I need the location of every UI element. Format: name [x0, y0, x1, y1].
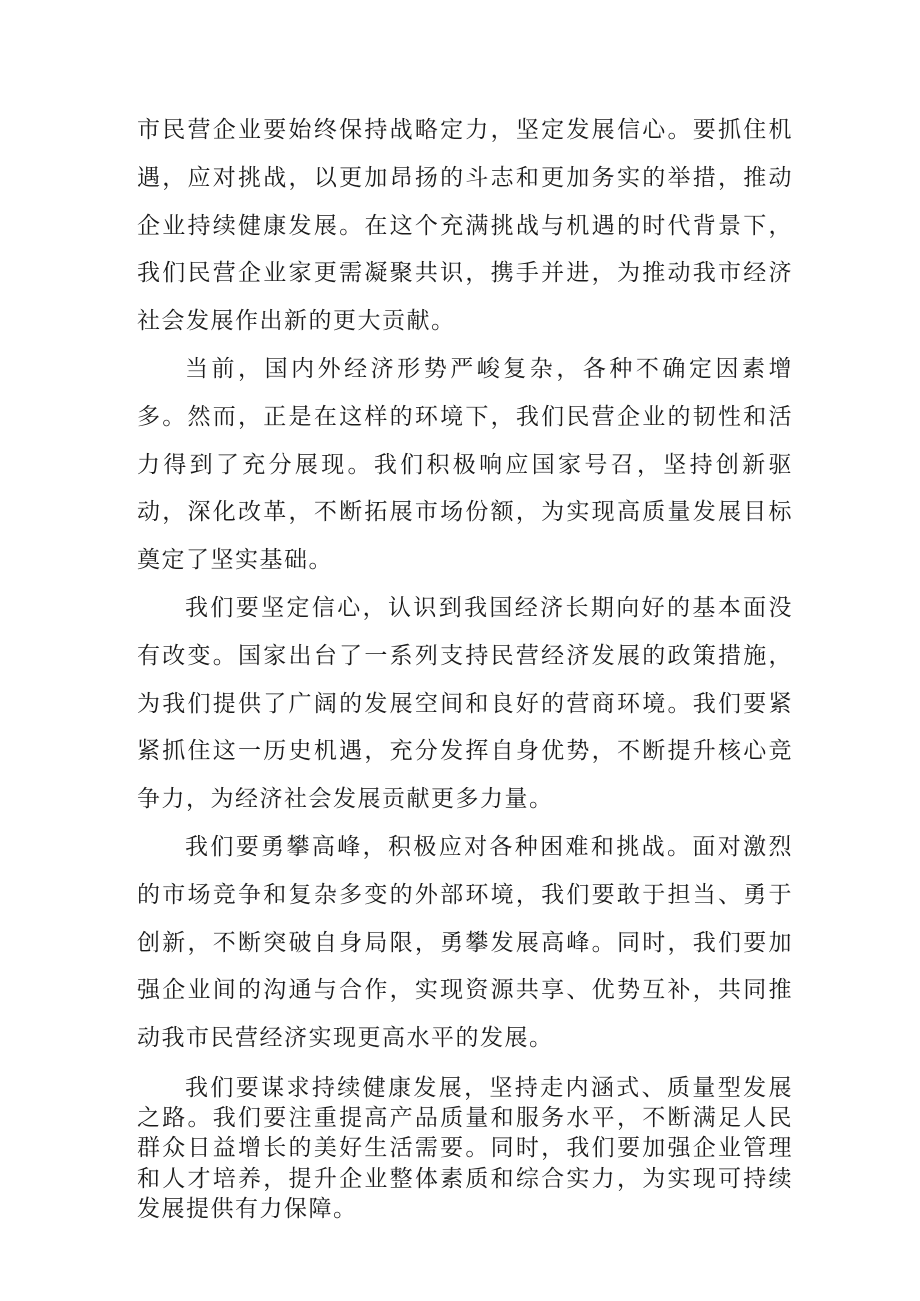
paragraph-3: 我们要坚定信心，认识到我国经济长期向好的基本面没有改变。国家出台了一系列支持民营经济发展的政策措施，为我们提供了广阔的发展空间和良好的营商环境。我们要紧紧抓住这一历史机遇，充分发挥自身优势，不断提升核心竞争力，为经济社会发展贡献更多力量。 [137, 594, 793, 813]
paragraph-2: 当前，国内外经济形势严峻复杂，各种不确定因素增多。然而，正是在这样的环境下，我们民营企业的韧性和活力得到了充分展现。我们积极响应国家号召，坚持创新驱动，深化改革，不断拓展市场份额，为实现高质量发展目标奠定了坚实基础。 [137, 355, 793, 574]
paragraph-4: 我们要勇攀高峰，积极应对各种困难和挑战。面对激烈的市场竞争和复杂多变的外部环境，我们要敢于担当、勇于创新，不断突破自身局限，勇攀发展高峰。同时，我们要加强企业间的沟通与合作，实现资源共享、优势互补，共同推动我市民营经济实现更高水平的发展。 [137, 833, 793, 1052]
paragraph-1: 市民营企业要始终保持战略定力，坚定发展信心。要抓住机遇，应对挑战，以更加昂扬的斗志和更加务实的举措，推动企业持续健康发展。在这个充满挑战与机遇的时代背景下，我们民营企业家更需凝聚共识，携手并进，为推动我市经济社会发展作出新的更大贡献。 [137, 117, 793, 335]
paragraph-5: 我们要谋求持续健康发展，坚持走内涵式、质量型发展之路。我们要注重提高产品质量和服务水平，不断满足人民群众日益增长的美好生活需要。同时，我们要加强企业管理和人才培养，提升企业整体素质和综合实力，为实现可持续发展提供有力保障。 [137, 1074, 793, 1222]
document-body [137, 107, 793, 1224]
